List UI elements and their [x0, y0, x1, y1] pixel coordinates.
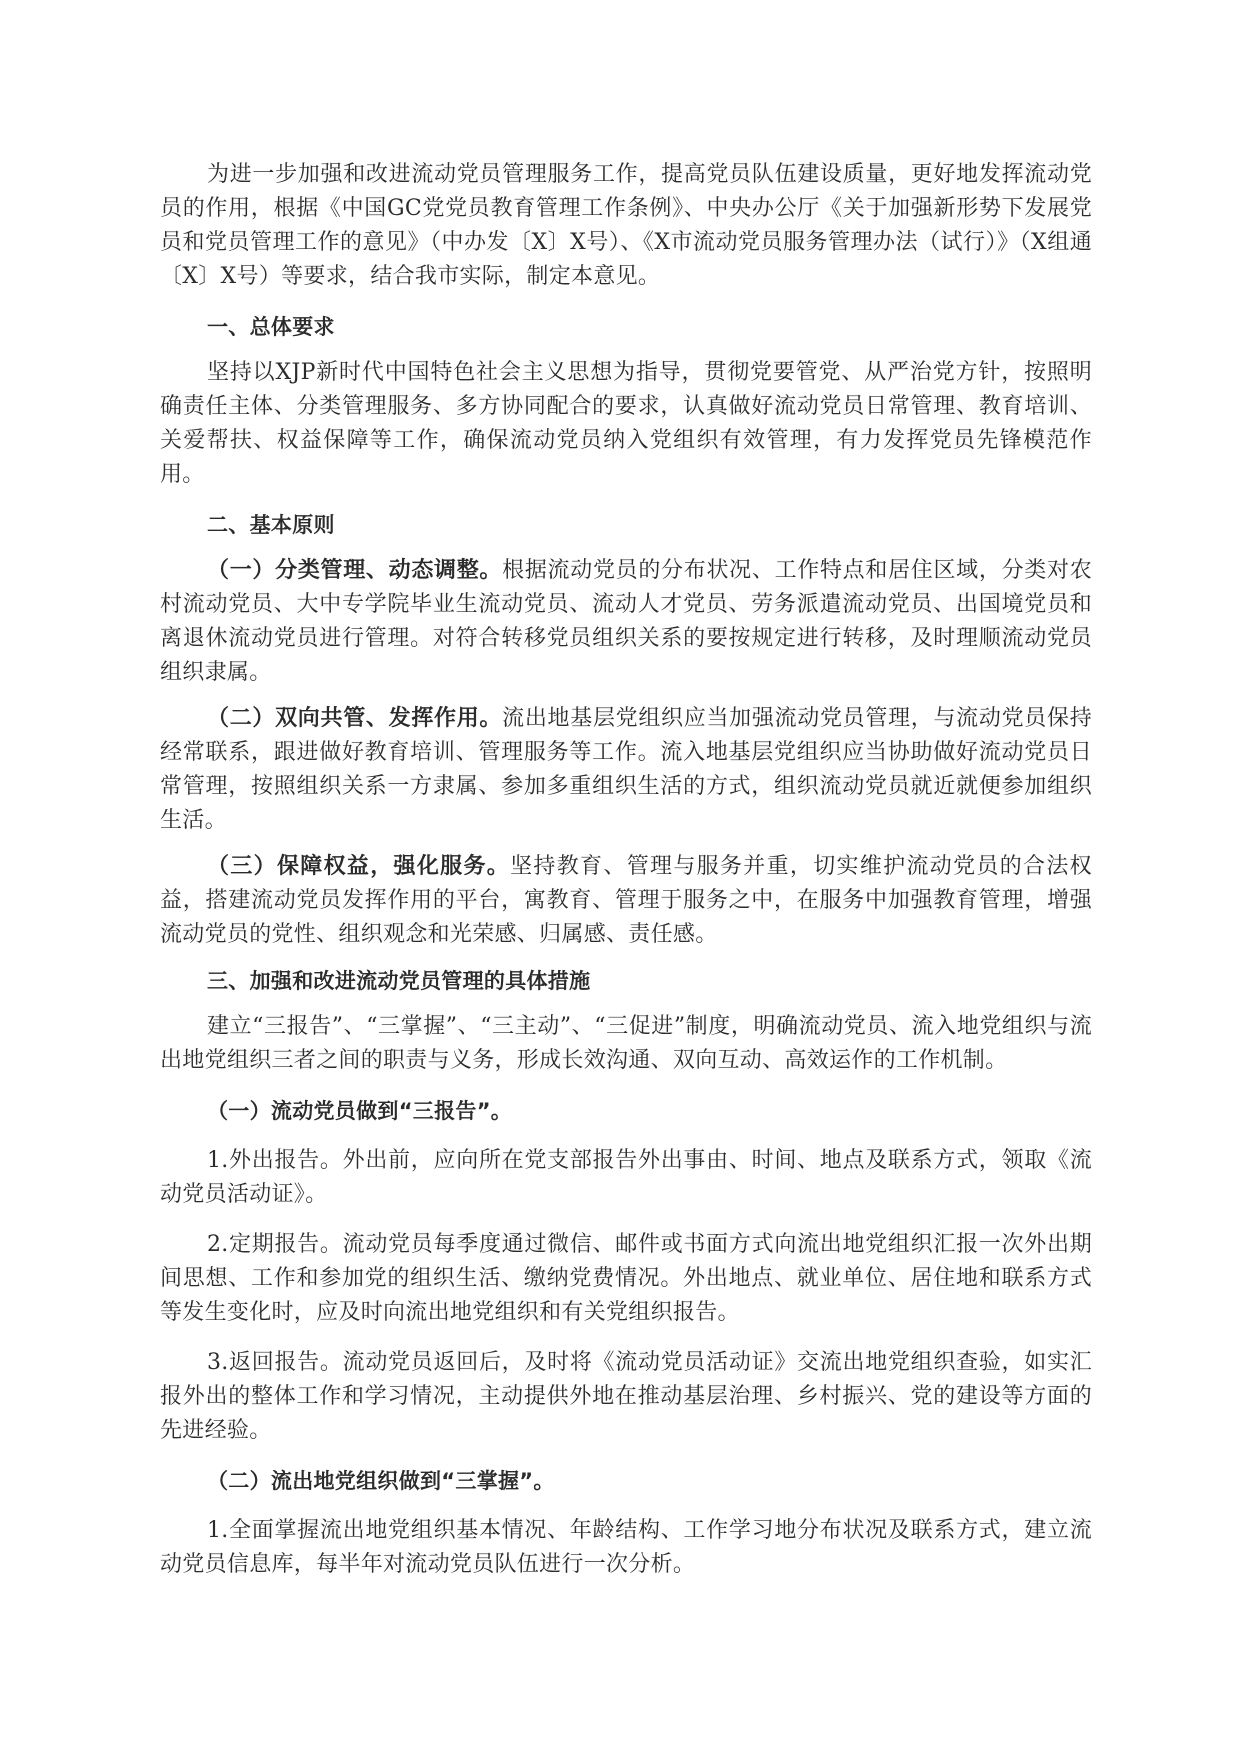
subsection-heading-three-reports: （一）流动党员做到“三报告”。: [207, 1099, 513, 1123]
document-page: [160, 158, 1092, 1582]
three-reports-item-2: 2.定期报告。流动党员每季度通过微信、邮件或书面方式向流出地党组织汇报一次外出期间思想、工作和参加党的组织生活、缴纳党费情况。外出地点、就业单位、居住地和联系方式等发生变化时，应及时向流出地党组织和有关党组织报告。: [160, 1232, 1092, 1325]
subsection-heading-three-masters: （二）流出地党组织做到“三掌握”。: [207, 1469, 555, 1493]
three-reports-item-3: 3.返回报告。流动党员返回后，及时将《流动党员活动证》交流出地党组织查验，如实汇报外出的整体工作和学习情况，主动提供外地在推动基层治理、乡村振兴、党的建设等方面的先进经验。: [160, 1350, 1092, 1443]
principle-text-3: 坚持教育、管理与服务并重，切实维护流动党员的合法权益，搭建流动党员发挥作用的平台，寓教育、管理于服务之中，在服务中加强教育管理，增强流动党员的党性、组织观念和光荣感、归属感、责任感。: [160, 854, 1092, 947]
section-heading-general-requirements: 一、总体要求: [207, 315, 335, 339]
principle-paragraph-1: [160, 554, 1092, 690]
principle-paragraph-2: [160, 702, 1092, 838]
three-masters-item-1: 1.全面掌握流出地党组织基本情况、年龄结构、工作学习地分布状况及联系方式，建立流动党员信息库，每半年对流动党员队伍进行一次分析。: [160, 1518, 1092, 1577]
principle-paragraph-3: [160, 850, 1092, 952]
principle-text-1: 根据流动党员的分布状况、工作特点和居住区域，分类对农村流动党员、大中专学院毕业生流动党员、流动人才党员、劳务派遣流动党员、出国境党员和离退休流动党员进行管理。对符合转移党员组织关系的要按规定进行转移，及时理顺流动党员组织隶属。: [160, 558, 1092, 685]
principle-lead-2: （二）双向共管、发挥作用。: [207, 706, 503, 731]
section-heading-specific-measures: 三、加强和改进流动党员管理的具体措施: [207, 969, 591, 993]
section-heading-basic-principles: 二、基本原则: [207, 513, 335, 537]
principle-text-2: 流出地基层党组织应当加强流动党员管理，与流动党员保持经常联系，跟进做好教育培训、管理服务等工作。流入地基层党组织应当协助做好流动党员日常管理，按照组织关系一方隶属、参加多重组织生活的方式，组织流动党员就近就便参加组织生活。: [160, 706, 1092, 833]
specific-measures-paragraph: 建立“三报告”、“三掌握”、“三主动”、“三促进”制度，明确流动党员、流入地党组织与流出地党组织三者之间的职责与义务，形成长效沟通、双向互动、高效运作的工作机制。: [160, 1014, 1092, 1073]
general-requirements-paragraph: 坚持以XJP新时代中国特色社会主义思想为指导，贯彻党要管党、从严治党方针，按照明确责任主体、分类管理服务、多方协同配合的要求，认真做好流动党员日常管理、教育培训、关爱帮扶、权益保障等工作，确保流动党员纳入党组织有效管理，有力发挥党员先锋模范作用。: [160, 360, 1092, 487]
principle-lead-1: （一）分类管理、动态调整。: [207, 558, 503, 583]
intro-paragraph: 为进一步加强和改进流动党员管理服务工作，提高党员队伍建设质量，更好地发挥流动党员的作用，根据《中国GC党党员教育管理工作条例》、中央办公厅《关于加强新形势下发展党员和党员管理工作的意见》（中办发〔X〕X号）、《X市流动党员服务管理办法（试行）》（X组通〔X〕X号）等要求，结合我市实际，制定本意见。: [160, 162, 1092, 289]
three-reports-item-1: 1.外出报告。外出前，应向所在党支部报告外出事由、时间、地点及联系方式，领取《流动党员活动证》。: [160, 1148, 1092, 1207]
principle-lead-3: （三）保障权益，强化服务。: [207, 854, 511, 879]
